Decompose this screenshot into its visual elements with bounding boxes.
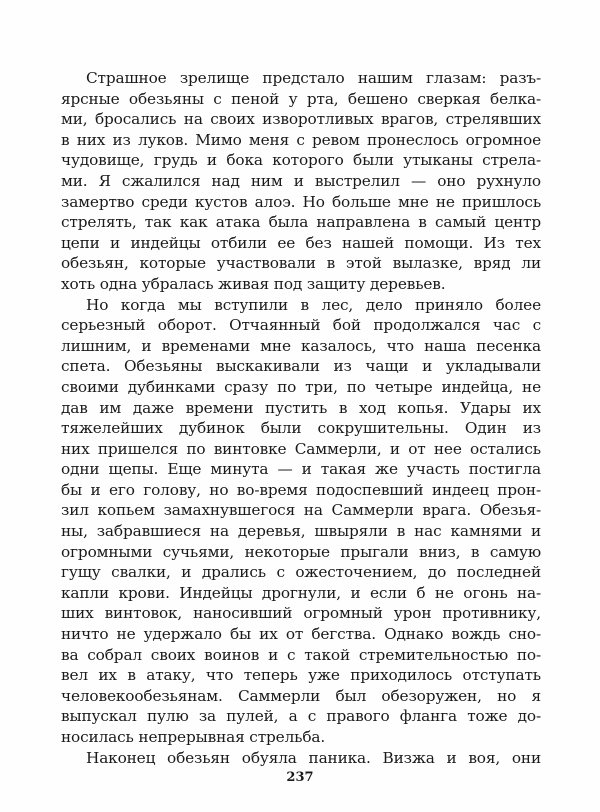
text-line: ничто не удержало бы их от бегства. Однако вождь сно-: [61, 625, 541, 644]
text-line: бы и его голову, но во-время подоспевший индеец прон-: [61, 480, 541, 499]
text-line: ва собрал своих воинов и с такой стремительностью по-: [61, 645, 541, 664]
text-line: своими дубинками сразу по три, по четыре индейца, не: [61, 377, 541, 396]
text-line: в них из луков. Мимо меня с ревом пронеслось огромное: [61, 130, 541, 149]
page-number: 237: [286, 770, 314, 785]
text-line: замертво среди кустов алоэ. Но больше мне не пришлось: [61, 192, 541, 211]
text-line: спета. Обезьяны выскакивали из чащи и укладывали: [61, 357, 541, 376]
body-text: [61, 68, 541, 768]
text-line: выпускал пулю за пулей, а с правого фланга тоже до-: [61, 707, 541, 726]
text-line: чудовище, грудь и бока которого были утыканы стрела-: [61, 151, 541, 170]
text-line: огромными сучьями, некоторые прыгали вниз, в самую: [61, 542, 541, 561]
text-line: Страшное зрелище предстало нашим глазам: разъ-: [86, 69, 541, 87]
text-line: них пришелся по винтовке Саммерли, и от нее остались: [61, 439, 541, 458]
text-line: одни щепы. Еще минута — и такая же участь постигла: [61, 460, 541, 479]
text-line: стрелять, так как атака была направлена в самый центр: [61, 213, 541, 232]
text-line: ми. Я сжалился над ним и выстрелил — оно рухнуло: [61, 171, 541, 190]
text-line: тяжелейших дубинок были сокрушительны. Один из: [61, 419, 541, 438]
text-line: зил копьем замахнувшегося на Саммерли врага. Обезья-: [61, 501, 541, 520]
text-line: носилась непрерывная стрельба.: [61, 728, 326, 746]
text-line: ны, забравшиеся на деревья, швыряли в нас камнями и: [61, 522, 541, 541]
text-line: вел их в атаку, что теперь уже приходилось отступать: [61, 666, 541, 685]
text-line: капли крови. Индейцы дрогнули, и если б не огонь на-: [61, 583, 541, 602]
text-line: дав им даже времени пустить в ход копья. Удары их: [61, 398, 541, 417]
text-line: лишним, и временами мне казалось, что наша песенка: [61, 336, 541, 355]
text-line: ших винтовок, наносивший огромный урон противнику,: [61, 604, 541, 623]
text-line: обезьян, которые участвовали в этой вылазке, вряд ли: [61, 254, 541, 273]
text-line: ми, бросались на своих изворотливых врагов, стрелявших: [61, 110, 541, 129]
text-line: Наконец обезьян обуяла паника. Визжа и воя, они: [86, 748, 541, 767]
text-line: Но когда мы вступили в лес, дело приняло более: [86, 295, 541, 314]
text-line: ярсные обезьяны с пеной у рта, бешено сверкая белка-: [61, 89, 541, 108]
text-line: серьезный оборот. Отчаянный бой продолжался час с: [61, 316, 541, 335]
text-line: цепи и индейцы отбили ее без нашей помощи. Из тех: [61, 233, 541, 252]
text-line: гущу свалки, и дрались с ожесточением, до последней: [61, 563, 541, 582]
text-line: хоть одна убралась живая под защиту деревьев.: [61, 274, 446, 293]
text-line: человекообезьянам. Саммерли был обезоружен, но я: [61, 686, 541, 705]
